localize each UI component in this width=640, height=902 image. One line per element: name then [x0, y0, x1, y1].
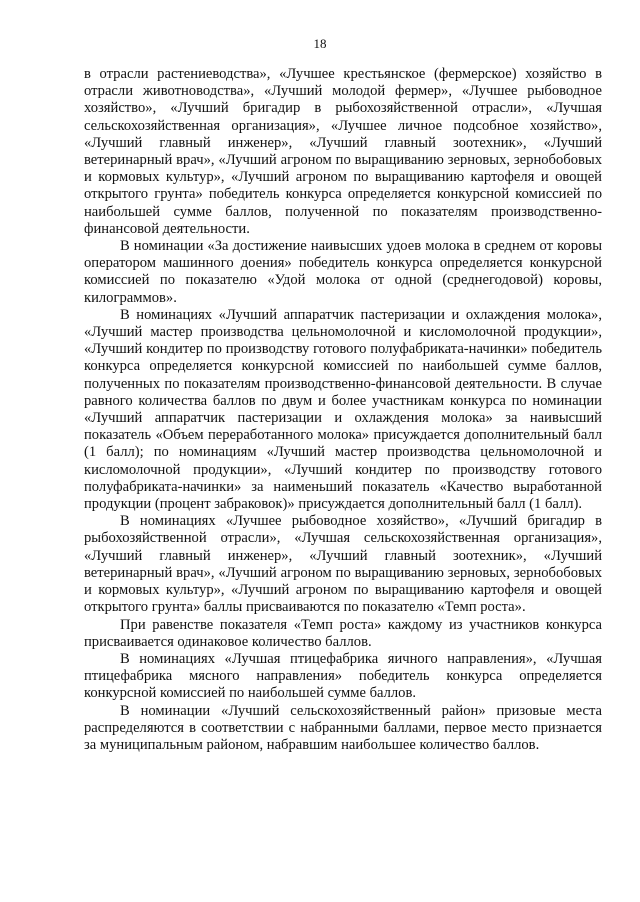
paragraph-3: В номинациях «Лучший аппаратчик пастеризации и охлаждения молока», «Лучший мастер производства цельномолочной и кисломолочной продукции», «Лучший кондитер по производству готового полуфабриката-начинки» победитель конкурса определяется конкурсной комиссией по наибольшей сумме баллов, полученных по показателям производственно-финансовой деятельности. В случае равного количества баллов по двум и более участникам конкурса по номинации «Лучший аппаратчик пастеризации и охлаждения молока» за наивысший показатель «Объем переработанного молока» присуждается дополнительный балл (1 балл); по номинациям «Лучший мастер производства цельномолочной и кисломолочной продукции», «Лучший кондитер по производству готового полуфабриката-начинки» за наименьший показатель «Качество выработанной продукции (процент забраковок)» присуждается дополнительный балл (1 балл).	[84, 306, 602, 513]
page-number: 18	[313, 36, 327, 51]
paragraph-1: в отрасли растениеводства», «Лучшее крестьянское (фермерское) хозяйство в отрасли животноводства», «Лучший молодой фермер», «Лучшее рыбоводное хозяйство», «Лучший бригадир в рыбохозяйственной отрасли», «Лучшая сельскохозяйственная организация», «Лучшее личное подсобное хозяйство», «Лучший главный инженер», «Лучший главный зоотехник», «Лучший ветеринарный врач», «Лучший агроном по выращиванию зерновых, зернобобовых и кормовых культур», «Лучший агроном по выращиванию картофеля и овощей открытого грунта» победитель конкурса определяется конкурсной комиссией по наибольшей сумме баллов, полученной по показателям производственно-финансовой деятельности.	[84, 66, 602, 237]
paragraph-4: В номинациях «Лучшее рыбоводное хозяйство», «Лучший бригадир в рыбохозяйственной отрасли», «Лучшая сельскохозяйственная организация», «Лучший главный инженер», «Лучший главный зоотехник», «Лучший ветеринарный врач», «Лучший агроном по выращиванию зерновых, зернобобовых и кормовых культур», «Лучший агроном по выращиванию картофеля и овощей открытого грунта» баллы присваиваются по показателю «Темп роста».	[84, 513, 602, 616]
document-body	[84, 66, 602, 754]
paragraph-5: При равенстве показателя «Темп роста» каждому из участников конкурса присваивается одинаковое количество баллов.	[84, 616, 602, 650]
paragraph-2: В номинации «За достижение наивысших удоев молока в среднем от коровы оператором машинного доения» победитель конкурса определяется конкурсной комиссией по показателю «Удой молока от одной (среднегодовой) коровы, килограммов».	[84, 238, 602, 306]
paragraph-7: В номинации «Лучший сельскохозяйственный район» призовые места распределяются в соответствии с набранными баллами, первое место признается за муниципальным районом, набравшим наибольшее количество баллов.	[84, 702, 602, 753]
paragraph-6: В номинациях «Лучшая птицефабрика яичного направления», «Лучшая птицефабрика мясного направления» победитель конкурса определяется конкурсной комиссией по наибольшей сумме баллов.	[84, 650, 602, 702]
